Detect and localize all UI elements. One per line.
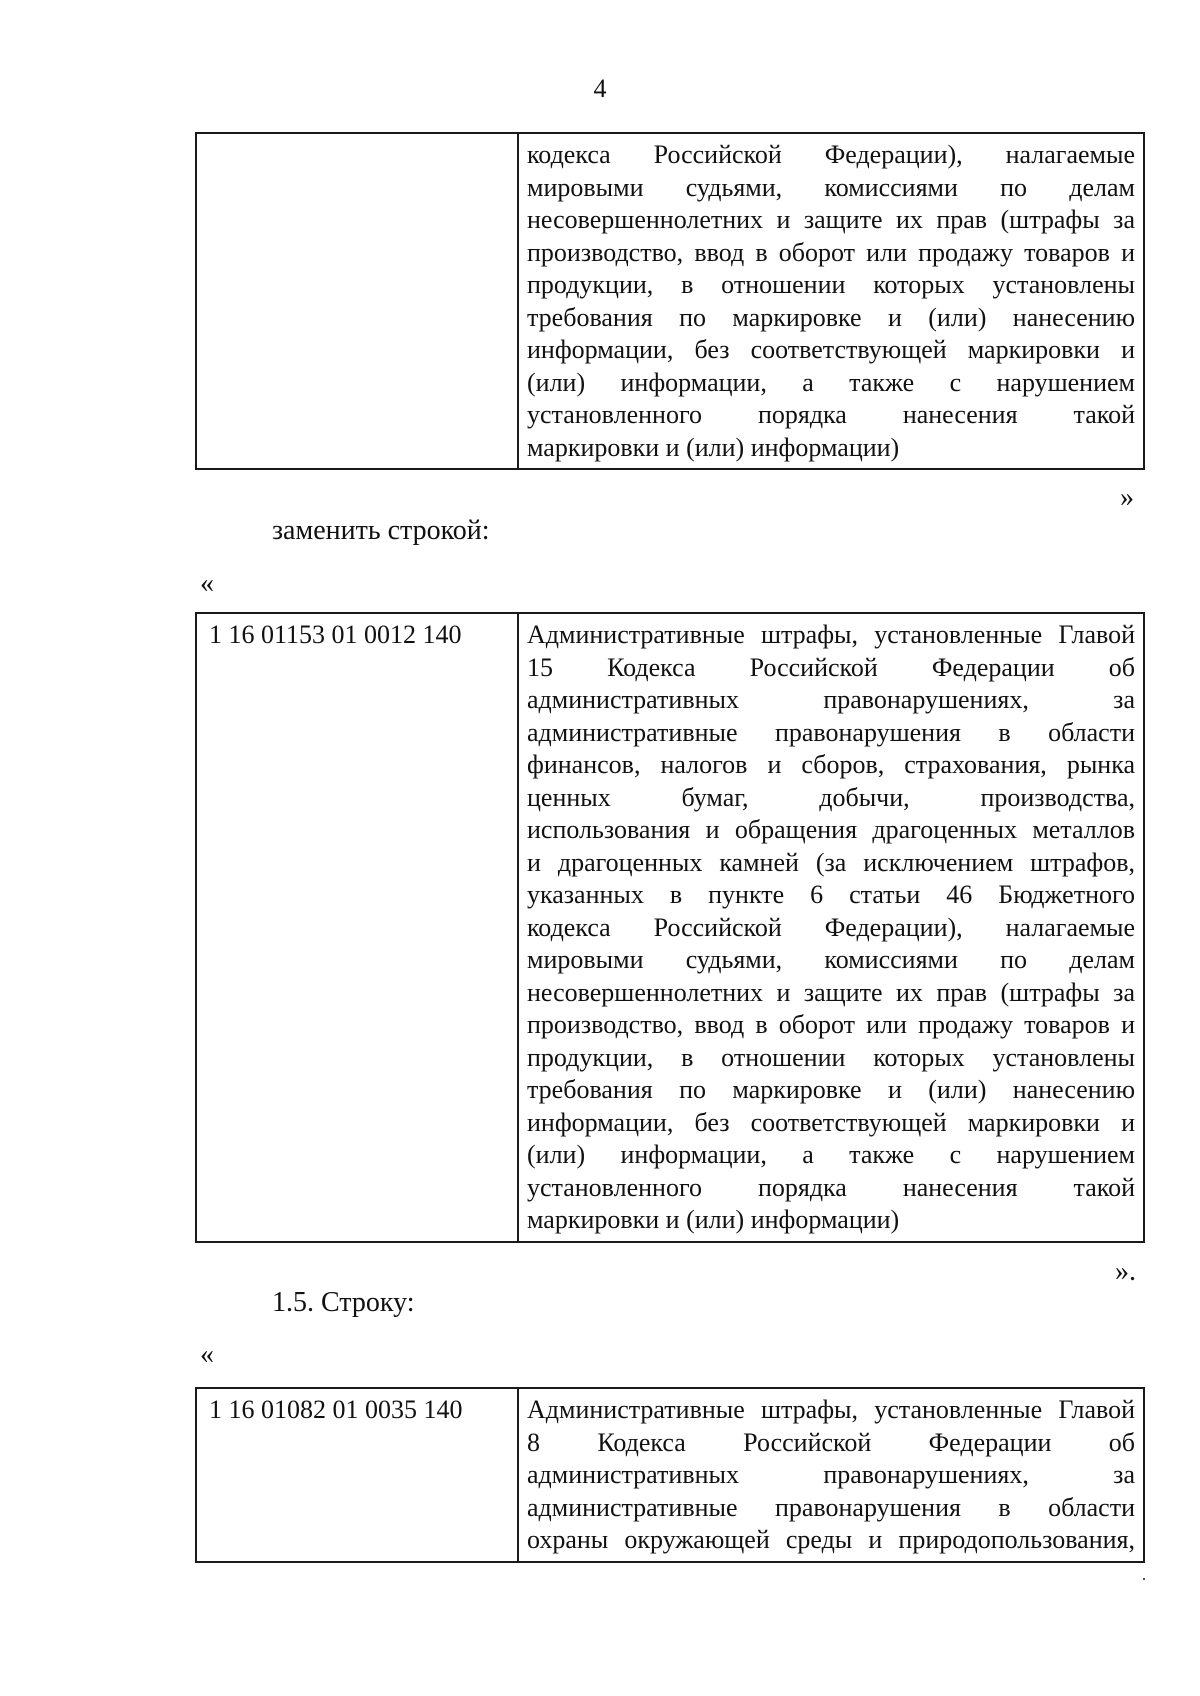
text-line: (или) информации, а также с нарушением (527, 1140, 1135, 1169)
next-row-table (195, 1387, 1145, 1563)
text-line: и драгоценных камней (за исключением штрафов, (527, 847, 1135, 877)
description-cell (518, 1388, 1144, 1562)
text-line: 8 Кодекса Российской Федерации об (527, 1427, 1135, 1457)
previous-row-table (195, 132, 1145, 470)
text-line: мировыми судьями, комиссиями по делам (527, 172, 1135, 202)
text-line: маркировки и (или) информации) (527, 1205, 900, 1234)
replacement-row-table (195, 612, 1145, 1243)
text-line: 15 Кодекса Российской Федерации об (527, 652, 1135, 682)
budget-code-cell: 1 16 01082 01 0035 140 (196, 1388, 518, 1562)
table-row (196, 133, 1144, 469)
text-line: продукции, в отношении которых установлены (527, 1042, 1135, 1072)
text-line: установленного порядка нанесения такой (527, 1172, 1135, 1202)
text-line: производство, ввод в оборот или продажу товаров и (527, 1010, 1135, 1039)
text-line: информации, без соответствующей маркировки и (527, 1107, 1135, 1137)
text-line: (или) информации, а также с нарушением (527, 367, 1135, 397)
text-line: несовершеннолетних и защите их прав (штрафы за (527, 205, 1135, 234)
text-line: административные правонарушения в области (527, 717, 1135, 747)
budget-code-cell (196, 133, 518, 469)
opening-quote: « (200, 568, 214, 599)
table-row (196, 1388, 1144, 1562)
replace-instruction: заменить строкой: (272, 515, 490, 546)
text-line: указанных в пункте 6 статьи 46 Бюджетного (527, 880, 1135, 909)
text-line: требования по маркировке и (или) нанесению (527, 1075, 1135, 1104)
scan-artifact (1143, 1578, 1145, 1580)
opening-quote: « (200, 1339, 214, 1370)
text-line: установленного порядка нанесения такой (527, 400, 1135, 429)
text-line: ценных бумаг, добычи, производства, (527, 782, 1135, 812)
closing-quote: ». (1115, 1256, 1136, 1287)
text-line: кодекса Российской Федерации), налагаемые (527, 912, 1135, 942)
page-number: 4 (593, 74, 607, 103)
text-line: требования по маркировке и (или) нанесению (527, 302, 1135, 332)
text-line: продукции, в отношении которых установлены (527, 270, 1135, 299)
text-line: административных правонарушениях, за (527, 1460, 1135, 1489)
text-line: мировыми судьями, комиссиями по делам (527, 945, 1135, 974)
section-instruction: 1.5. Строку: (272, 1287, 415, 1318)
table-row (196, 613, 1144, 1242)
text-line: Административные штрафы, установленные Главой (527, 620, 1135, 649)
description-cell (518, 613, 1144, 1242)
text-line: информации, без соответствующей маркировки и (527, 335, 1135, 364)
text-line: административные правонарушения в области (527, 1492, 1135, 1522)
description-cell (518, 133, 1144, 469)
text-line: несовершеннолетних и защите их прав (штрафы за (527, 977, 1135, 1007)
text-line: Административные штрафы, установленные Главой (527, 1395, 1135, 1424)
text-line: финансов, налогов и сборов, страхования, рынка (527, 750, 1135, 779)
text-line: маркировки и (или) информации) (527, 432, 900, 462)
text-line: охраны окружающей среды и природопользования, (527, 1525, 1135, 1554)
text-line: использования и обращения драгоценных металлов (527, 815, 1135, 844)
closing-quote: » (1120, 482, 1134, 513)
budget-code-cell: 1 16 01153 01 0012 140 (196, 613, 518, 1242)
text-line: административных правонарушениях, за (527, 685, 1135, 714)
text-line: кодекса Российской Федерации), налагаемые (527, 140, 1135, 169)
text-line: производство, ввод в оборот или продажу товаров и (527, 237, 1135, 267)
